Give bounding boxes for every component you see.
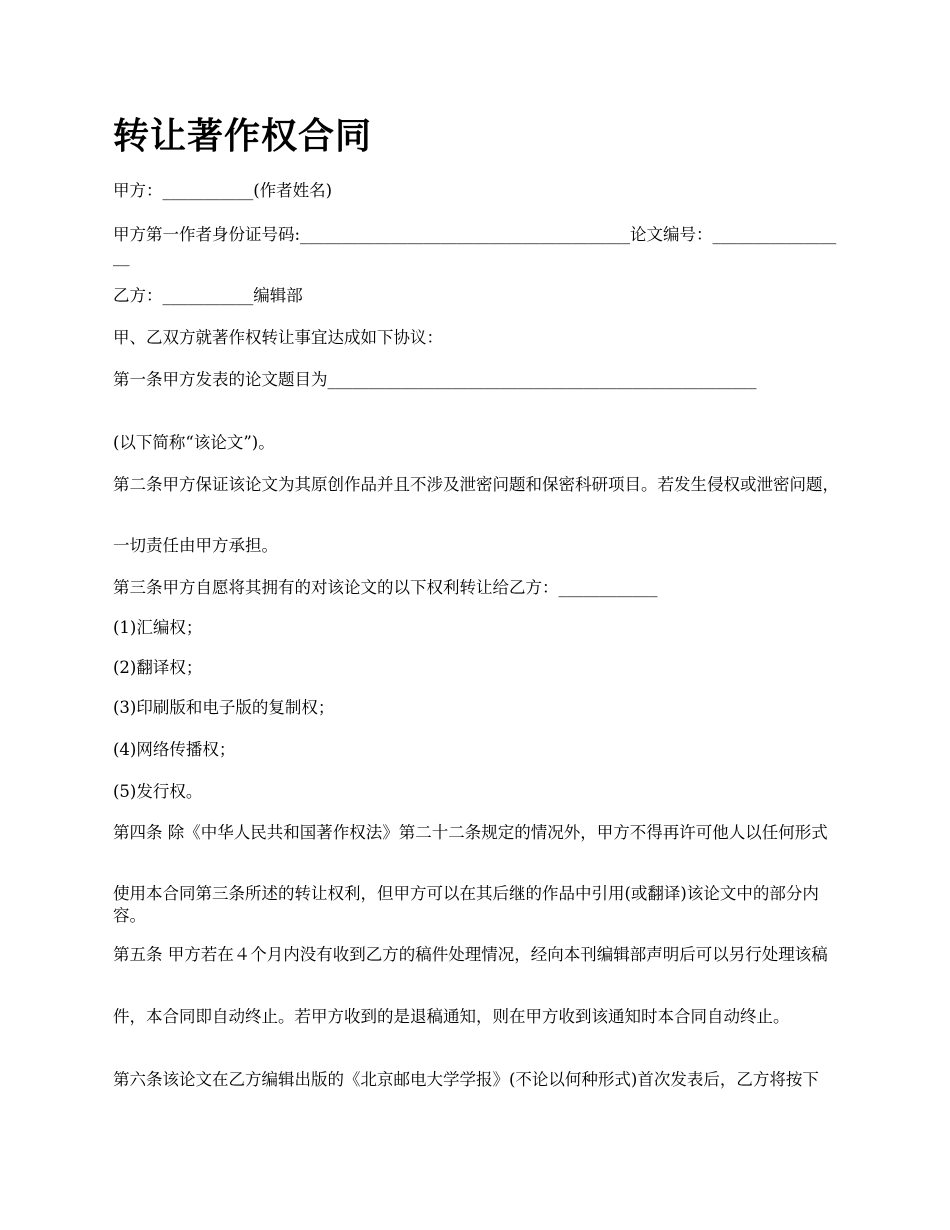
article-5-continued: 件，本合同即自动终止。若甲方收到的是退稿通知，则在甲方收到该通知时本合同自动终止。 [113,1007,790,1026]
right-item-2: (2)翻译权； [113,658,203,677]
party-b-line: 乙方：___________编辑部 [113,286,303,305]
right-item-1: (1)汇编权； [113,618,203,637]
right-item-4: (4)网络传播权； [113,740,236,759]
article-2: 第二条甲方保证该论文为其原创作品并且不涉及泄密问题和保密科研项目。若发生侵权或泄密问题， [113,475,839,494]
article-5: 第五条 甲方若在４个月内没有收到乙方的稿件处理情况，经向本刊编辑部声明后可以另行处理该稿 [113,945,828,964]
article-4: 第四条 除《中华人民共和国著作权法》第二十二条规定的情况外，甲方不得再许可他人以任何形式 [113,823,828,842]
article-6: 第六条该论文在乙方编辑出版的《北京邮电大学学报》(不论以何种形式)首次发表后，乙方将按下 [113,1070,819,1089]
document-title: 转让著作权合同 [113,115,373,157]
article-1-continued: (以下简称“该论文”)。 [113,433,275,452]
right-item-5: (5)发行权。 [113,782,203,801]
article-3: 第三条甲方自愿将其拥有的对该论文的以下权利转让给乙方：____________ [113,578,658,597]
article-4-continued: 使用本合同第三条所述的转让权利，但甲方可以在其后继的作品中引用(或翻译)该论文中的部分内容。 [113,884,819,925]
party-a-id-line: 甲方第一作者身份证号码:________________________________________论文编号：_________________ [113,225,837,266]
right-item-3: (3)印刷版和电子版的复制权； [113,698,335,717]
agreement-intro: 甲、乙双方就著作权转让事宜达成如下协议： [113,328,443,347]
article-2-continued: 一切责任由甲方承担。 [113,536,278,555]
article-1: 第一条甲方发表的论文题目为____________________________________________________ [113,370,757,389]
party-a-line: 甲方：___________(作者姓名) [113,181,333,200]
